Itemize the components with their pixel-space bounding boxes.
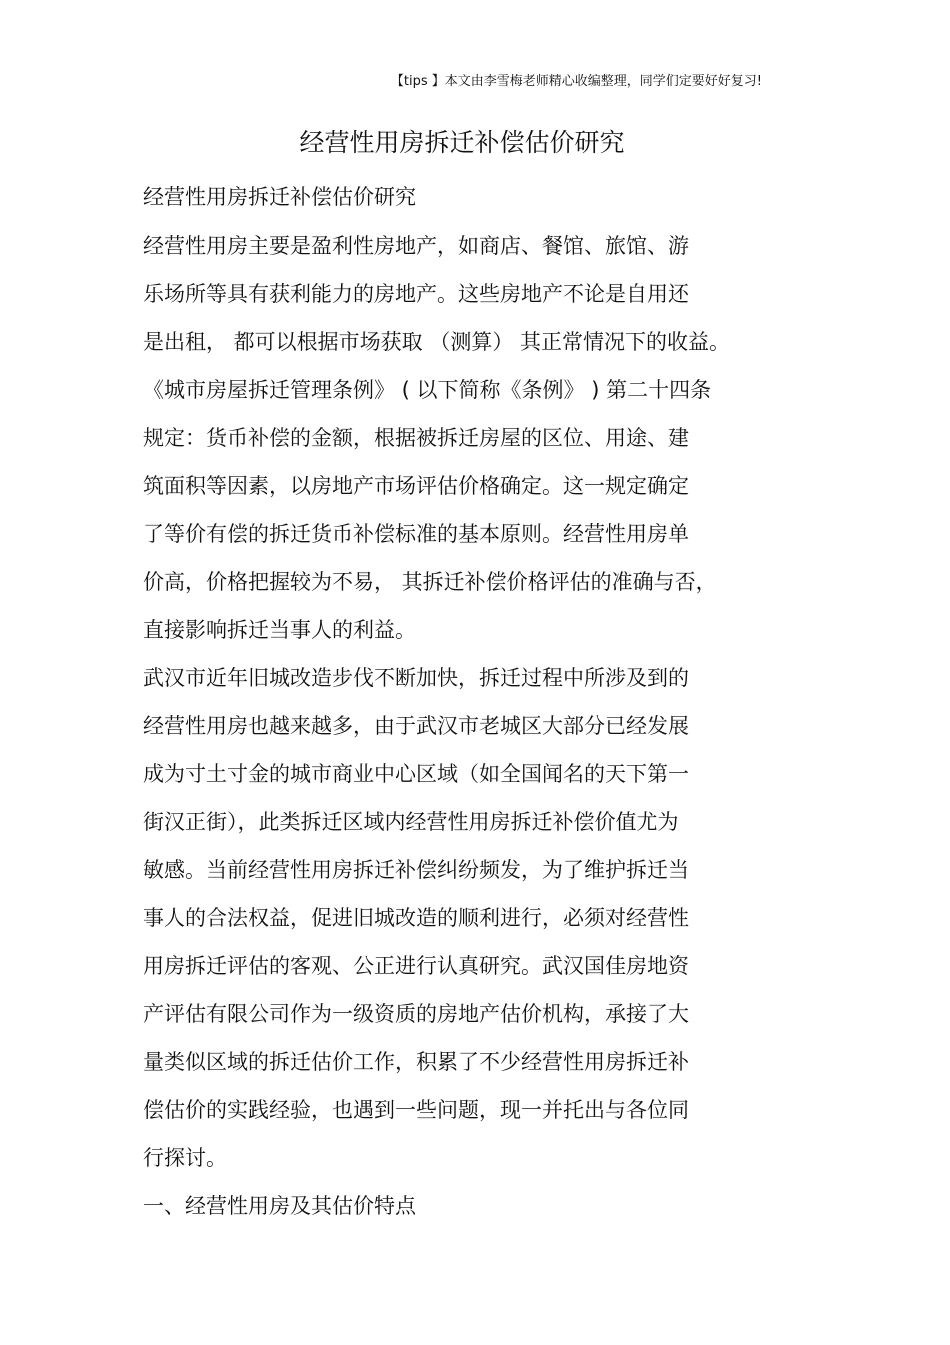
body-line: 偿估价的实践经验，也遇到一些问题，现一并托出与各位同 [143,1098,689,1122]
document-subtitle: 经营性用房拆迁补偿估价研究 [143,185,416,209]
body-line: 武汉市近年旧城改造步伐不断加快，拆迁过程中所涉及到的 [143,666,689,690]
body-line: 规定：货币补偿的金额，根据被拆迁房屋的区位、用途、建 [143,426,689,450]
body-line: 产评估有限公司作为一级资质的房地产估价机构，承接了大 [143,1002,689,1026]
body-line: 成为寸土寸金的城市商业中心区域（如全国闻名的天下第一 [143,762,689,786]
body-line: 敏感。当前经营性用房拆迁补偿纠纷频发，为了维护拆迁当 [143,858,689,882]
body-line: 经营性用房主要是盈利性房地产，如商店、餐馆、旅馆、游 [143,234,689,258]
section-heading: 一、经营性用房及其估价特点 [143,1194,416,1218]
body-line: 用房拆迁评估的客观、公正进行认真研究。武汉国佳房地资 [143,954,689,978]
document-title: 经营性用房拆迁补偿估价研究 [299,128,625,157]
body-line: 筑面积等因素，以房地产市场评估价格确定。这一规定确定 [143,474,689,498]
body-line: 量类似区域的拆迁估价工作，积累了不少经营性用房拆迁补 [143,1050,689,1074]
body-line: 街汉正街），此类拆迁区域内经营性用房拆迁补偿价值尤为 [143,810,679,834]
body-line: 是出租， 都可以根据市场获取 （测算） 其正常情况下的收益。 [143,330,731,354]
body-line: 乐场所等具有获利能力的房地产。这些房地产不论是自用还 [143,282,689,306]
body-line: 事人的合法权益，促进旧城改造的顺利进行，必须对经营性 [143,906,689,930]
body-line: 行探讨。 [143,1146,227,1170]
body-line: 经营性用房也越来越多，由于武汉市老城区大部分已经发展 [143,714,689,738]
body-line: 《城市房屋拆迁管理条例》 ( 以下简称《条例》 ) 第二十四条 [143,378,712,402]
body-line: 价高，价格把握较为不易， 其拆迁补偿价格评估的准确与否， [143,570,717,594]
header-note: 【tips 】本文由李雪梅老师精心收编整理，同学们定要好好复习! [390,74,762,89]
body-line: 了等价有偿的拆迁货币补偿标准的基本原则。经营性用房单 [143,522,689,546]
body-line: 直接影响拆迁当事人的利益。 [143,618,416,642]
